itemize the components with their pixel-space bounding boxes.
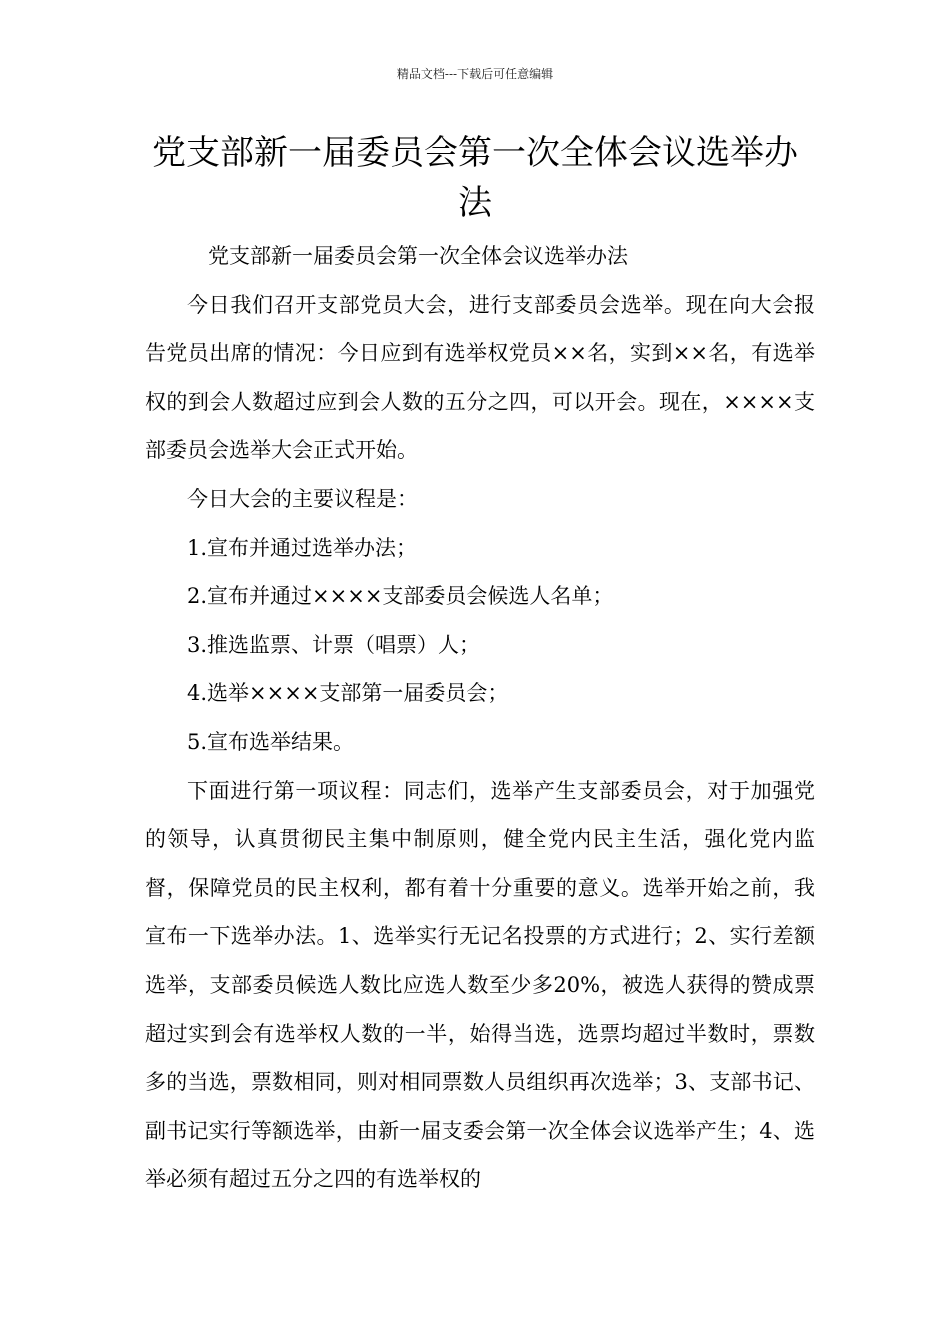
- paragraph-agenda-intro: 今日大会的主要议程是：: [187, 486, 418, 511]
- agenda-item-4: 4.选举××××支部第一届委员会；: [187, 681, 509, 706]
- header-note: 精品文档---下载后可任意编辑: [396, 67, 554, 81]
- document-body: [145, 232, 815, 1204]
- document-title: 党支部新一届委员会第一次全体会议选举办法: [152, 133, 798, 223]
- paragraph-opening: 今日我们召开支部党员大会，进行支部委员会选举。现在向大会报告党员出席的情况：今日应到有选举权党员××名，实到××名，有选举权的到会人数超过应到会人数的五分之四，可以开会。现在，××××支部委员会选举大会正式开始。: [145, 292, 815, 463]
- document-subtitle: 党支部新一届委员会第一次全体会议选举办法: [208, 244, 628, 268]
- paragraph-election-rules: 下面进行第一项议程：同志们，选举产生支部委员会，对于加强党的领导，认真贯彻民主集中制原则，健全党内民主生活，强化党内监督，保障党员的民主权利，都有着十分重要的意义。选举开始之前，我宣布一下选举办法。1、选举实行无记名投票的方式进行；2、实行差额选举，支部委员候选人数比应选人数至少多20%，被选人获得的赞成票超过实到会有选举权人数的一半，始得当选，选票均超过半数时，票数多的当选，票数相同，则对相同票数人员组织再次选举；3、支部书记、副书记实行等额选举，由新一届支委会第一次全体会议选举产生；4、选举必须有超过五分之四的有选举权的: [145, 778, 815, 1192]
- agenda-item-1: 1.宣布并通过选举办法；: [187, 535, 418, 560]
- agenda-item-2: 2.宣布并通过××××支部委员会候选人名单；: [187, 584, 614, 609]
- agenda-item-3: 3.推选监票、计票（唱票）人；: [187, 632, 481, 657]
- agenda-item-5: 5.宣布选举结果。: [187, 729, 355, 754]
